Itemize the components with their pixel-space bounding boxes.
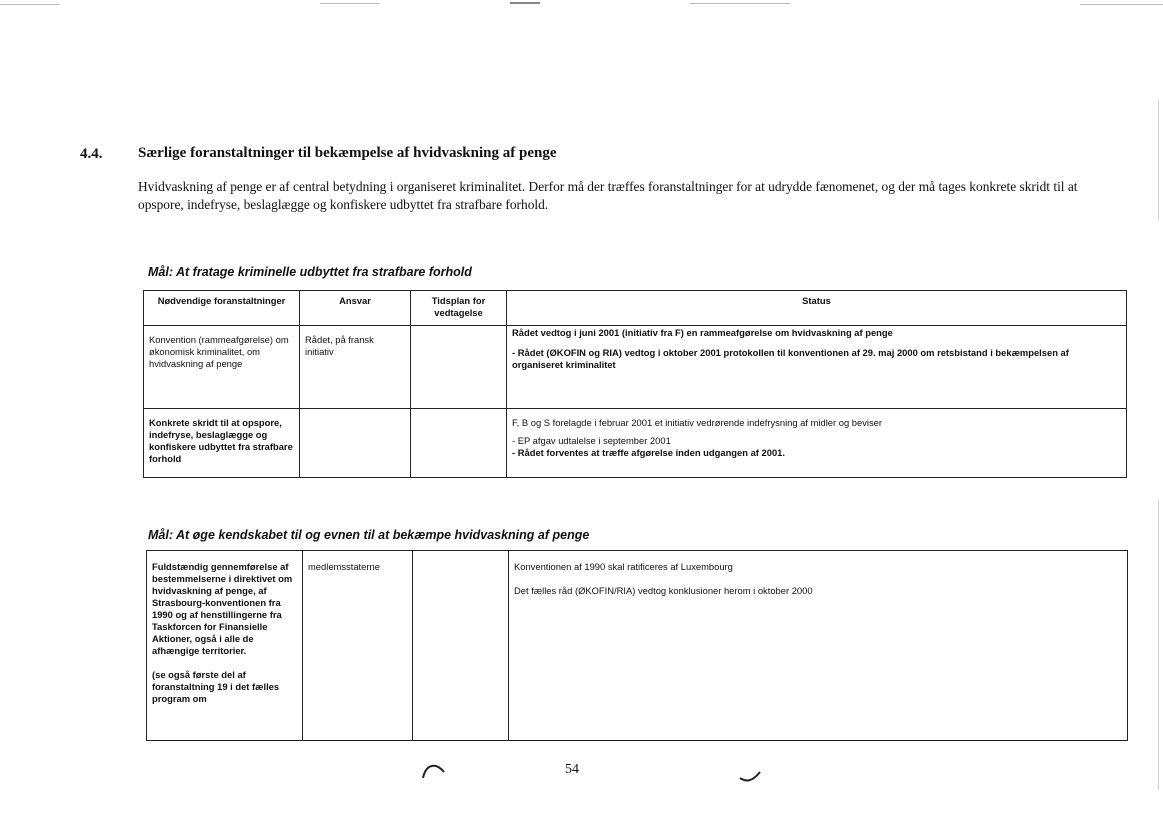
table-header-row [144, 291, 1127, 326]
scan-artifact-line [1080, 4, 1163, 5]
timeline-cell [411, 409, 507, 478]
responsibility-cell: Rådet, på fransk initiativ [300, 326, 411, 409]
table-row [144, 326, 1127, 409]
section-title: Særlige foranstaltninger til bekæmpelse af hvidvaskning af penge [138, 145, 557, 161]
scan-artifact-edge [1158, 100, 1159, 220]
measures-table-2 [146, 550, 1128, 741]
status-line: - Rådet forventes at træffe afgørelse inden udgangen af 2001. [512, 447, 785, 458]
timeline-cell [411, 326, 507, 409]
measure-text: Fuldstændig gennemførelse af bestemmelserne i direktivet om hvidvaskning af penge, af Strasbourg-konventionen fra 1990 og af henstillingerne fra Taskforcen for Finansielle Aktioner, også i alle de afhængige territorier. [152, 561, 293, 656]
header-measures: Nødvendige foranstaltninger [144, 291, 300, 326]
scan-artifact-mark [420, 760, 450, 780]
goal-heading-1: Mål: At fratage kriminelle udbyttet fra strafbare forhold [148, 265, 472, 279]
timeline-cell [413, 551, 509, 741]
scan-artifact-line [320, 3, 380, 4]
status-line: Konventionen af 1990 skal ratificeres af Luxembourg [514, 561, 733, 572]
responsibility-cell [300, 409, 411, 478]
measure-note: (se også første del af foranstaltning 19 i det fælles program om [152, 669, 280, 704]
goal-heading-2: Mål: At øge kendskabet til og evnen til at bekæmpe hvidvaskning af penge [148, 528, 590, 542]
status-line: F, B og S forelagde i februar 2001 et initiativ vedrørende indefrysning af midler og beviser [512, 417, 882, 428]
measure-cell: Konkrete skridt til at opspore, indefryse, beslaglægge og konfiskere udbyttet fra strafbare forhold [144, 409, 300, 478]
table-row [144, 409, 1127, 478]
header-timeline: Tidsplan for vedtagelse [411, 291, 507, 326]
intro-paragraph: Hvidvaskning af penge er af central betydning i organiseret kriminalitet. Derfor må der træffes foranstaltninger for at udrydde fænomenet, og der må tages konkrete skridt til at opspore, indefryse, beslaglægge og konfiskere udbyttet fra strafbare forhold. [138, 179, 1078, 212]
measures-table-1 [143, 290, 1127, 478]
status-line: - EP afgav udtalelse i september 2001 [512, 435, 671, 446]
status-line: Det fælles råd (ØKOFIN/RIA) vedtog konklusioner herom i oktober 2000 [514, 585, 813, 596]
section-number: 4.4. [80, 146, 103, 162]
status-bold-text: Rådet vedtog i juni 2001 (initiativ fra F) en rammeafgørelse om hvidvaskning af penge [512, 327, 893, 338]
header-responsibility: Ansvar [300, 291, 411, 326]
status-line: - Rådet (ØKOFIN og RIA) vedtog i oktober 2001 protokollen til konventionen af 29. maj 2000 om retsbistand i bekæmpelsen af organiseret kriminalitet [512, 347, 1069, 370]
scan-artifact-line [0, 4, 60, 5]
measure-cell: Konvention (rammeafgørelse) om økonomisk kriminalitet, om hvidvaskning af penge [144, 326, 300, 409]
scan-artifact-mark [738, 768, 762, 784]
header-status: Status [507, 291, 1127, 326]
scan-artifact-line [510, 2, 540, 4]
status-line [512, 327, 1121, 339]
status-cell [507, 326, 1127, 409]
page-number: 54 [565, 762, 579, 777]
scan-artifact-line [690, 3, 790, 4]
table-row [147, 551, 1128, 741]
measure-cell [147, 551, 303, 741]
scan-artifact-edge [1158, 500, 1159, 790]
status-cell [509, 551, 1128, 741]
status-cell [507, 409, 1127, 478]
responsibility-cell: medlemsstaterne [303, 551, 413, 741]
